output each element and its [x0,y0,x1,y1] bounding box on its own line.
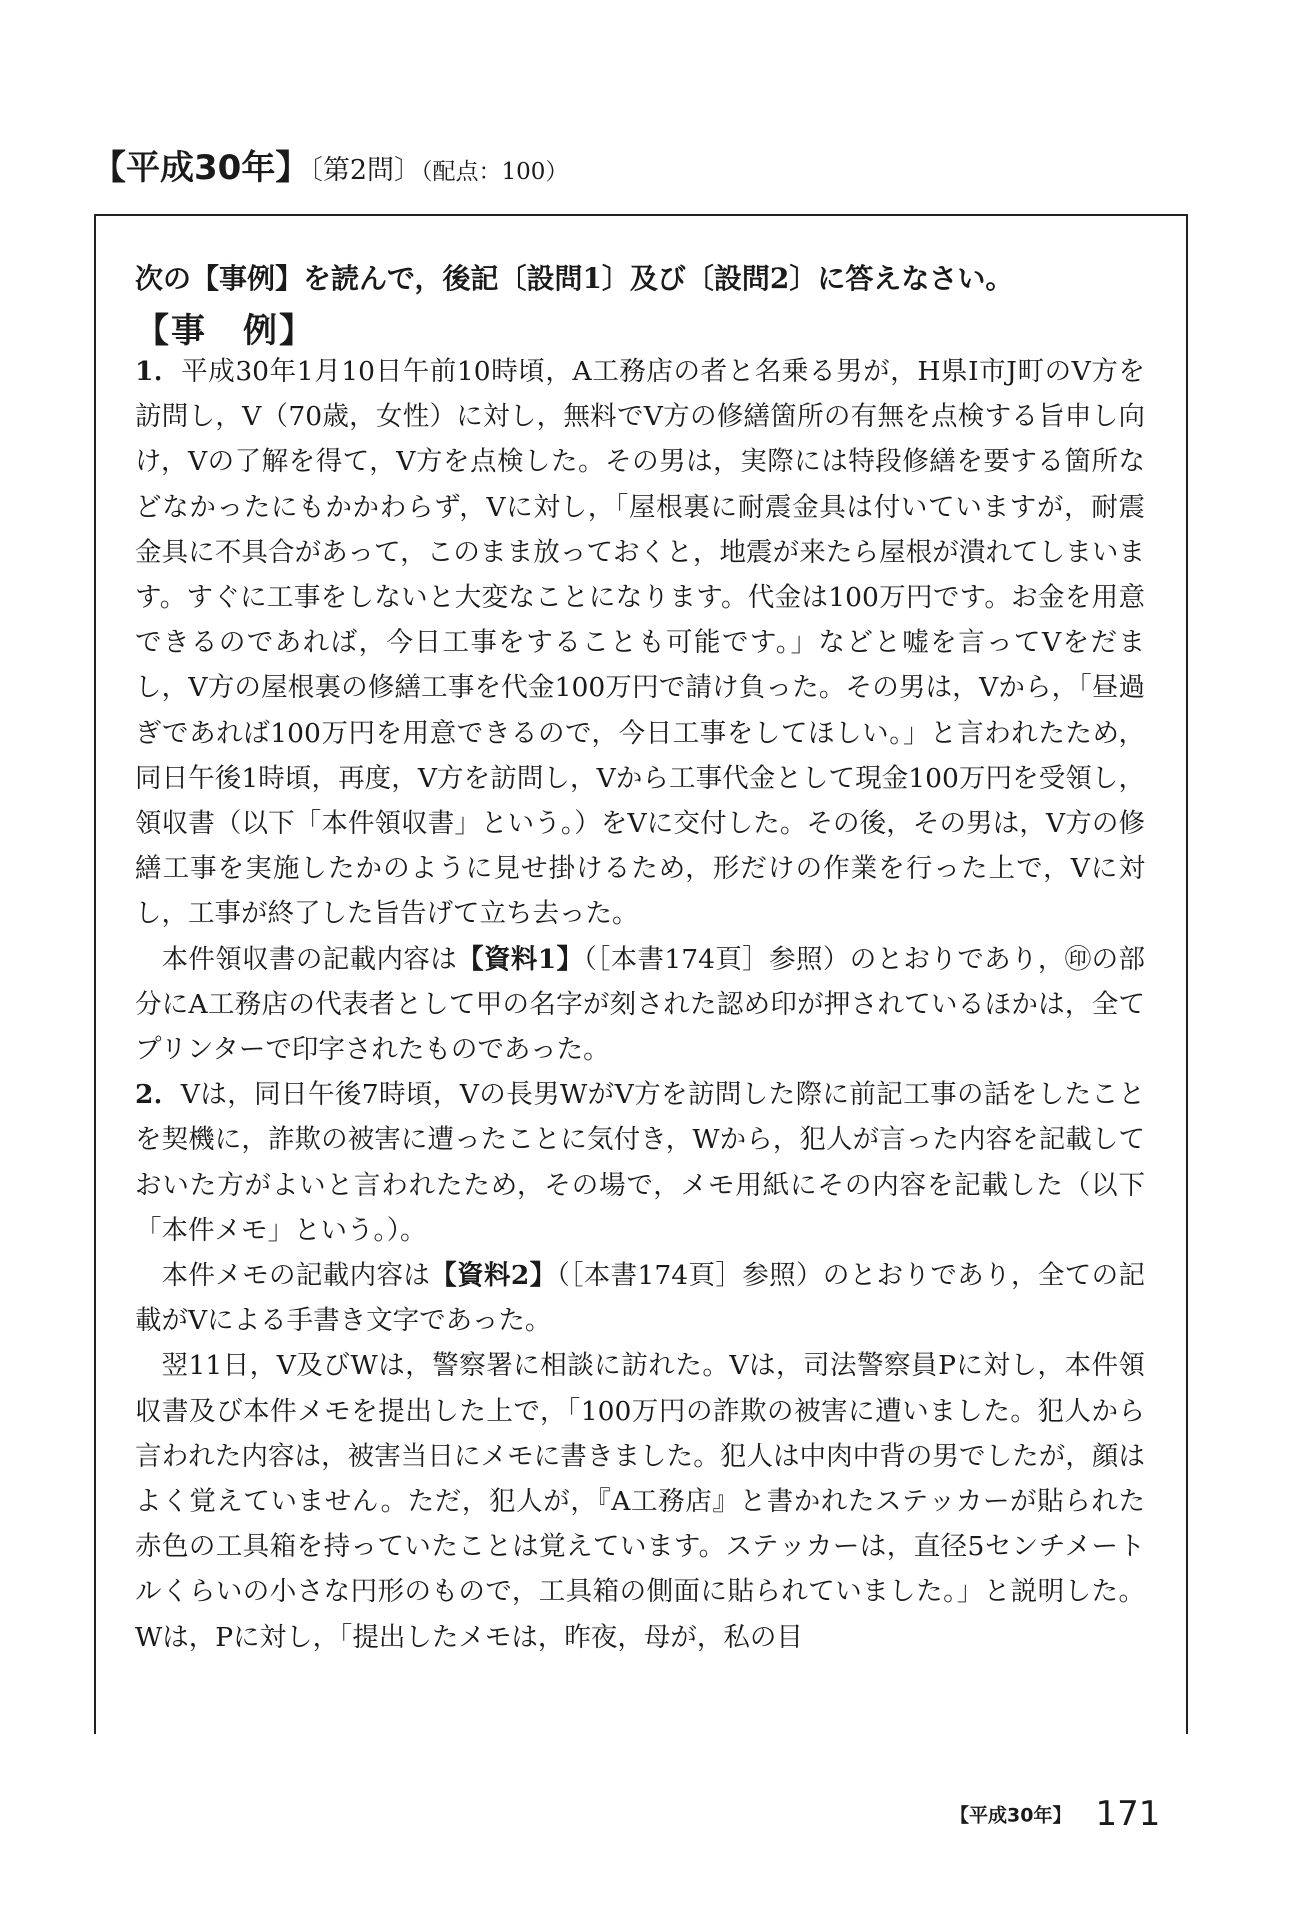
paragraph-material-2: 本件メモの記載内容は【資料2】（［本書174頁］参照）のとおりであり，全ての記載がVによる手書き文字であった。 [135,1260,1145,1337]
paragraph-3 [135,1343,1145,1659]
question-number-label: 〔第2問〕 [309,155,422,186]
page-header [92,140,568,189]
footer-year-label: 【平成30年】 [950,1804,1072,1827]
paragraph-text: 平成30年1月10日午前10時頃，A工務店の者と名乗る男が，H県I市J町のV方を訪問し，V（70歳，女性）に対し，無料でV方の修繕箇所の有無を点検する旨申し向け，Vの了解を得て，V方を点検した。その男は，実際には特段修繕を要する箇所などなかったにもかかわらず，Vに対し，「屋根裏に耐震金具は付いていますが，耐震金具に不具合があって，このまま放っておくと，地震が来たら屋根が潰れてしまいます。すぐに工事をしないと大変なことになります。代金は100万円です。お金を用意できるのであれば，今日工事をすることも可能です。」などと嘘を言ってVをだまし，V方の屋根裏の修繕工事を代金100万円で請け負った。その男は，Vから，「昼過ぎであれば100万円を用意できるので，今日工事をしてほしい。」と言われたため，同日午後1時頃，再度，V方を訪問し，Vから工事代金として現金100万円を受領し，領収書（以下「本件領収書」という。）をVに交付した。その後，その男は，V方の修繕工事を実施したかのように見せ掛けるため，形だけの作業を行った上で，Vに対し，工事が終了した旨告げて立ち去った。 [135,356,1145,930]
material-ref-2: 【資料2】 [430,1260,557,1292]
page-footer [950,1794,1160,1834]
case-heading: 【事 例】 [135,311,315,351]
paragraph-text: Vは，同日午後7時頃，Vの長男WがV方を訪問した際に前記工事の話をしたことを契機に，詐欺の被害に遭ったことに気付き，Wから，犯人が言った内容を記載しておいた方がよいと言われたため，その場で，メモ用紙にその内容を記載した（以下「本件メモ」という。）。 [135,1079,1145,1246]
paragraph-text: 翌11日，V及びWは，警察署に相談に訪れた。Vは，司法警察員Pに対し，本件領収書及び本件メモを提出した上で，「100万円の詐欺の被害に遭いました。犯人から言われた内容は，被害当日にメモに書きました。犯人は中肉中背の男でしたが，顔はよく覚えていません。ただ，犯人が，『A工務店』と書かれたステッカーが貼られた赤色の工具箱を持っていたことは覚えています。ステッカーは，直径5センチメートルくらいの小さな円形のもので，工具箱の側面に貼られていました。」と説明した。Wは，Pに対し，「提出したメモは，昨夜，母が，私の目 [135,1350,1145,1653]
paragraph-material-1: 本件領収書の記載内容は【資料1】（［本書174頁］参照）のとおりであり，㊞の部分にA工務店の代表者として甲の名字が刻された認め印が押されているほかは，全てプリンターで印字されたものであった。 [135,943,1145,1066]
material-ref-1: 【資料1】 [457,943,584,975]
case-body [135,349,1145,1660]
exam-year-label: 【平成30年】 [92,148,310,188]
page-number: 171 [1095,1794,1161,1834]
instruction-text: 次の【事例】を読んで，後記〔設問1〕及び〔設問2〕に答えなさい。 [135,262,1014,295]
paragraph-1 [135,349,1145,937]
paragraph-number: 1． [135,356,182,387]
paragraph-2 [135,1072,1145,1253]
paragraph-number: 2． [135,1079,181,1111]
points-label: （配点：100） [421,159,569,185]
